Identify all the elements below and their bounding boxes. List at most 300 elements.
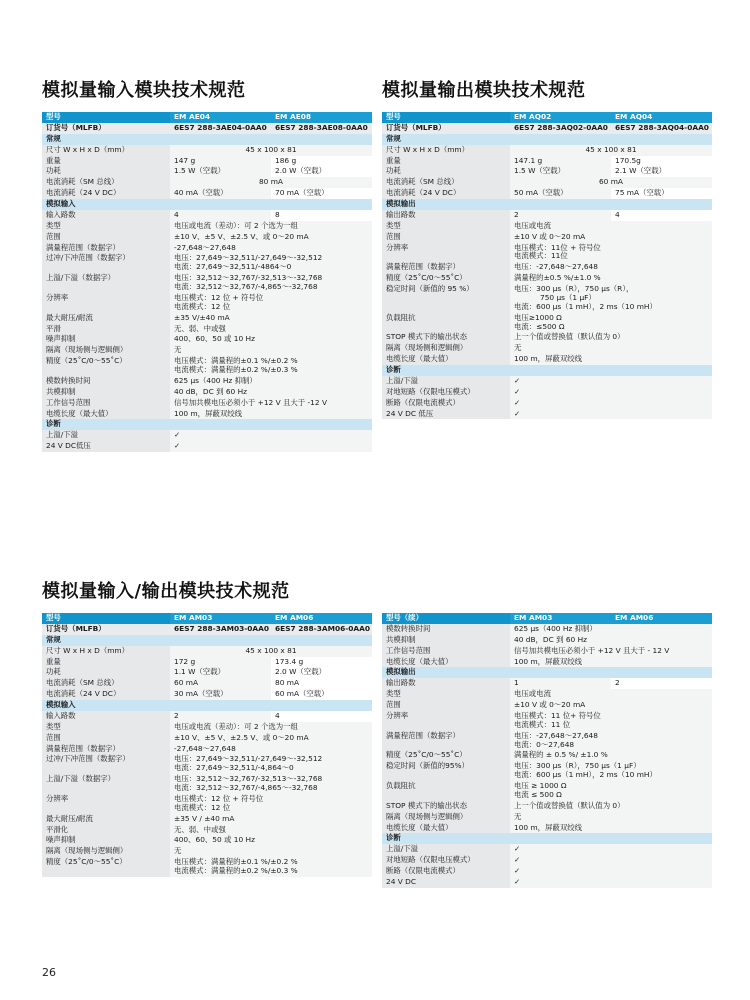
row-value bbox=[170, 774, 372, 794]
table-row bbox=[382, 700, 712, 711]
row-value: ±10 V、±5 V、±2.5 V、或 0～20 mA bbox=[170, 232, 372, 243]
row-value: 30 mA（空载） bbox=[170, 689, 271, 700]
value-line: 电流：0～27,648 bbox=[514, 739, 575, 749]
value-line: 电压模式：11位 + 符号位 bbox=[514, 242, 601, 252]
row-label: 功耗 bbox=[42, 166, 170, 177]
table-header-row bbox=[42, 112, 372, 123]
table-row bbox=[42, 733, 372, 744]
row-label: 输出路数 bbox=[382, 210, 510, 221]
table-row bbox=[382, 243, 712, 263]
row-value: 147 g bbox=[170, 156, 271, 167]
section-title: 诊断 bbox=[382, 833, 712, 844]
row-label: 电缆长度（最大值） bbox=[42, 409, 170, 420]
ao-spec-table bbox=[382, 112, 712, 419]
table-row bbox=[42, 356, 372, 376]
row-label: 精度（25˚C/0～55˚C） bbox=[42, 356, 170, 376]
row-value: 上一个值或替换值（默认值为 0） bbox=[510, 801, 712, 812]
table-header-row bbox=[382, 112, 712, 123]
row-label: 电流消耗（SM 总线） bbox=[42, 678, 170, 689]
table-row bbox=[42, 825, 372, 836]
header-cell: 型号 bbox=[42, 613, 170, 624]
row-value: 40 dB，DC 到 60 Hz bbox=[170, 387, 372, 398]
row-value: 625 μs（400 Hz 抑制） bbox=[170, 376, 372, 387]
row-value bbox=[170, 273, 372, 293]
row-value: 上一个值或替换值（默认值为 0） bbox=[510, 332, 712, 343]
row-label: 范围 bbox=[42, 733, 170, 744]
table-row bbox=[42, 689, 372, 700]
row-label: 隔离（现场侧与逻辑侧） bbox=[42, 345, 170, 356]
value-line: 电流模式：满量程的±0.2 %/±0.3 % bbox=[174, 365, 298, 374]
row-value: -27,648～27,648 bbox=[170, 243, 372, 254]
row-value bbox=[170, 794, 372, 814]
row-label: 电缆长度（最大值） bbox=[382, 657, 510, 668]
row-label: 工作信号范围 bbox=[382, 646, 510, 657]
row-label: 过冲/下冲范围（数据字） bbox=[42, 754, 170, 774]
row-label: 订货号（MLFB） bbox=[42, 123, 170, 134]
row-value: 60 mA（空载） bbox=[271, 689, 372, 700]
table-row bbox=[42, 293, 372, 313]
row-value bbox=[170, 253, 372, 273]
row-label: 分辨率 bbox=[42, 293, 170, 313]
row-value: 100 m，屏蔽双绞线 bbox=[170, 409, 372, 420]
row-label: 范围 bbox=[382, 700, 510, 711]
row-label: 重量 bbox=[382, 156, 510, 167]
table-row bbox=[382, 409, 712, 420]
row-value: 400、60、50 或 10 Hz bbox=[170, 334, 372, 345]
table-row bbox=[42, 387, 372, 398]
heading-ao: 模拟量输出模块技术规范 bbox=[382, 80, 586, 101]
section-row bbox=[42, 134, 372, 145]
row-value: 4 bbox=[611, 210, 712, 221]
row-value: 147.1 g bbox=[510, 156, 611, 167]
ai-spec-table bbox=[42, 112, 372, 452]
row-label: 分辨率 bbox=[382, 711, 510, 731]
row-label: 负载阻抗 bbox=[382, 781, 510, 801]
row-value: 电压：-27,648～27,648 bbox=[510, 262, 712, 273]
value-line: 电流：≤500 Ω bbox=[514, 321, 565, 331]
value-line: 750 μs（1 μF） bbox=[540, 292, 596, 302]
table-row bbox=[382, 781, 712, 801]
value-line: 电流：600 μs（1 mH），2 ms（10 mH） bbox=[514, 301, 657, 311]
row-label: 精度（25˚C/0～55˚C） bbox=[42, 857, 170, 877]
row-value bbox=[510, 711, 712, 731]
table-row bbox=[42, 177, 372, 188]
row-label: 隔离（现场侧与逻辑侧） bbox=[42, 846, 170, 857]
row-label: 范围 bbox=[382, 232, 510, 243]
section-row bbox=[382, 365, 712, 376]
row-label: 尺寸 W x H x D（mm） bbox=[42, 646, 170, 657]
page-number: 26 bbox=[42, 966, 56, 979]
check-icon: ✓ bbox=[510, 376, 712, 387]
table-row bbox=[382, 332, 712, 343]
row-value: 186 g bbox=[271, 156, 372, 167]
value-line: 电压≥1000 Ω bbox=[514, 312, 562, 322]
row-value: 50 mA（空载） bbox=[510, 188, 611, 199]
row-value: -27,648～27,648 bbox=[170, 744, 372, 755]
row-value bbox=[510, 243, 712, 263]
value-line: 电流模式：12 位 bbox=[174, 802, 231, 812]
row-label: 上溢/下溢 bbox=[382, 844, 510, 855]
value-line: 电流：27,649～32,511/-4,864～0 bbox=[174, 763, 294, 773]
row-value: 45 x 100 x 81 bbox=[170, 145, 372, 156]
row-value: 625 μs（400 Hz 抑制） bbox=[510, 624, 712, 635]
aio-spec-table bbox=[42, 613, 372, 877]
table-row bbox=[42, 744, 372, 755]
row-value: 无 bbox=[170, 345, 372, 356]
row-value bbox=[170, 754, 372, 774]
section-title: 模拟输出 bbox=[382, 667, 712, 678]
table-row bbox=[42, 678, 372, 689]
section-title: 常规 bbox=[382, 134, 712, 145]
row-label: 类型 bbox=[382, 221, 510, 232]
table-header-row bbox=[42, 613, 372, 624]
row-label: 平滑化 bbox=[42, 825, 170, 836]
value-line: 电压 ≥ 1000 Ω bbox=[514, 781, 567, 790]
check-icon: ✓ bbox=[510, 877, 712, 888]
table-row bbox=[382, 801, 712, 812]
row-label: 满量程范围（数据字） bbox=[42, 744, 170, 755]
row-label: 满量程范围（数据字） bbox=[382, 731, 510, 751]
value-line: 电流：32,512～32,767/-4,865～-32,768 bbox=[174, 783, 318, 792]
table-row bbox=[42, 324, 372, 335]
row-label: 共模抑制 bbox=[42, 387, 170, 398]
row-value: 40 mA（空载） bbox=[170, 188, 271, 199]
row-label: 满量程范围（数据字） bbox=[42, 243, 170, 254]
table-row bbox=[382, 731, 712, 751]
value-line: 电压模式：满量程的±0.1 %/±0.2 % bbox=[174, 857, 298, 867]
row-label: 重量 bbox=[42, 156, 170, 167]
table-row bbox=[42, 624, 372, 635]
row-label: 尺寸 W x H x D（mm） bbox=[42, 145, 170, 156]
table-row bbox=[382, 284, 712, 313]
table-row bbox=[382, 844, 712, 855]
section-row bbox=[382, 833, 712, 844]
value-line: 电流模式：满量程的±0.2 %/±0.3 % bbox=[174, 866, 298, 875]
row-value bbox=[510, 731, 712, 751]
table-row bbox=[382, 313, 712, 333]
section-row bbox=[382, 134, 712, 145]
table-row bbox=[42, 711, 372, 722]
row-label: 负载阻抗 bbox=[382, 313, 510, 333]
row-value: ±35 V/±40 mA bbox=[170, 313, 372, 324]
table-row bbox=[42, 722, 372, 733]
value-line: 电压：300 μs（R），750 μs（R）， bbox=[514, 284, 634, 293]
row-label: 断路（仅限电流模式） bbox=[382, 398, 510, 409]
row-value: ±10 V 或 0～20 mA bbox=[510, 700, 712, 711]
header-cell: EM AQ02 bbox=[510, 112, 611, 123]
row-label: 功耗 bbox=[382, 166, 510, 177]
table-row bbox=[42, 441, 372, 452]
table-row bbox=[42, 123, 372, 134]
table-row bbox=[382, 711, 712, 731]
row-label: 精度（25˚C/0～55˚C） bbox=[382, 273, 510, 284]
heading-ai: 模拟量输入模块技术规范 bbox=[42, 80, 246, 101]
row-label: 类型 bbox=[42, 221, 170, 232]
row-label: 上溢/下溢（数据字） bbox=[42, 774, 170, 794]
table-row bbox=[382, 188, 712, 199]
check-icon: ✓ bbox=[510, 387, 712, 398]
table-row bbox=[42, 145, 372, 156]
table-row bbox=[382, 646, 712, 657]
aio-spec-table-continued bbox=[382, 613, 712, 888]
header-cell: EM AM06 bbox=[611, 613, 712, 624]
table-row bbox=[42, 657, 372, 668]
row-label: 共模抑制 bbox=[382, 635, 510, 646]
row-label: 隔离（现场侧和逻辑侧） bbox=[382, 343, 510, 354]
row-value: 1.5 W（空载） bbox=[510, 166, 611, 177]
table-row bbox=[382, 210, 712, 221]
row-label: STOP 模式下的输出状态 bbox=[382, 332, 510, 343]
row-value: 2 bbox=[170, 711, 271, 722]
row-label: 模数转换时间 bbox=[42, 376, 170, 387]
row-value: 70 mA（空载） bbox=[271, 188, 372, 199]
table-row bbox=[382, 866, 712, 877]
row-label: 断路（仅限电流模式） bbox=[382, 866, 510, 877]
row-value: 80 mA bbox=[271, 678, 372, 689]
check-icon: ✓ bbox=[170, 430, 372, 441]
table-row bbox=[382, 262, 712, 273]
table-row bbox=[382, 823, 712, 834]
section-title: 模拟输出 bbox=[382, 199, 712, 210]
table-row bbox=[42, 210, 372, 221]
row-label: 输入路数 bbox=[42, 210, 170, 221]
value-line: 电流模式：12 位 bbox=[174, 301, 231, 311]
value-line: 电压：-27,648～27,648 bbox=[514, 730, 598, 740]
row-label: 上溢/下溢 bbox=[382, 376, 510, 387]
section-title: 诊断 bbox=[42, 419, 372, 430]
row-value: 45 x 100 x 81 bbox=[510, 145, 712, 156]
row-value: 6ES7 288-3AE08-0AA0 bbox=[271, 123, 372, 134]
row-value: 电压或电流（差动）：可 2 个选为一组 bbox=[170, 722, 372, 733]
value-line: 电压：300 μs（R），750 μs（1 μF） bbox=[514, 761, 641, 771]
header-cell: EM AQ04 bbox=[611, 112, 712, 123]
value-line: 电压模式：12 位 + 符号位 bbox=[174, 793, 264, 803]
row-label: 24 V DC 低压 bbox=[382, 409, 510, 420]
header-cell: EM AM03 bbox=[510, 613, 611, 624]
row-value: 电压或电流 bbox=[510, 221, 712, 232]
section-row bbox=[382, 199, 712, 210]
value-line: 电压：27,649～32,511/-27,649～-32,512 bbox=[174, 754, 323, 764]
row-label: 工作信号范围 bbox=[42, 398, 170, 409]
table-row bbox=[382, 166, 712, 177]
row-label: 功耗 bbox=[42, 667, 170, 678]
row-label: 对地短路（仅限电压模式） bbox=[382, 387, 510, 398]
table-row bbox=[382, 398, 712, 409]
row-value: 1 bbox=[510, 678, 611, 689]
table-row bbox=[382, 232, 712, 243]
table-row bbox=[42, 409, 372, 420]
header-cell: EM AE08 bbox=[271, 112, 372, 123]
header-cell: EM AM03 bbox=[170, 613, 271, 624]
row-value: 100 m，屏蔽双绞线 bbox=[510, 823, 712, 834]
row-label: 隔离（现场侧与逻辑侧） bbox=[382, 812, 510, 823]
table-row bbox=[382, 387, 712, 398]
row-value: 无、弱、中或强 bbox=[170, 825, 372, 836]
check-icon: ✓ bbox=[510, 844, 712, 855]
check-icon: ✓ bbox=[510, 866, 712, 877]
check-icon: ✓ bbox=[510, 409, 712, 420]
row-value: 2.0 W（空载） bbox=[271, 166, 372, 177]
row-label: 电流消耗（24 V DC） bbox=[42, 689, 170, 700]
table-row bbox=[42, 345, 372, 356]
value-line: 电压：27,649～32,511/-27,649～-32,512 bbox=[174, 253, 323, 263]
row-value bbox=[510, 781, 712, 801]
table-row bbox=[382, 376, 712, 387]
row-value: 172 g bbox=[170, 657, 271, 668]
row-value: 60 mA bbox=[170, 678, 271, 689]
row-value: 1.1 W（空载） bbox=[170, 667, 271, 678]
table-row bbox=[382, 145, 712, 156]
row-value: 45 x 100 x 81 bbox=[170, 646, 372, 657]
table-row bbox=[382, 273, 712, 284]
value-line: 电流模式：11 位 bbox=[514, 719, 571, 729]
row-value bbox=[510, 284, 712, 313]
value-line: 电流：600 μs（1 mH），2 ms（10 mH） bbox=[514, 770, 657, 780]
section-title: 诊断 bbox=[382, 365, 712, 376]
table-row bbox=[42, 221, 372, 232]
table-row bbox=[42, 253, 372, 273]
row-value: 173.4 g bbox=[271, 657, 372, 668]
row-value: 6ES7 288-3AE04-0AA0 bbox=[170, 123, 271, 134]
row-label: 平滑 bbox=[42, 324, 170, 335]
table-row bbox=[382, 678, 712, 689]
row-label: 满量程范围（数据字） bbox=[382, 262, 510, 273]
row-value: 6ES7 288-3AQ04-0AA0 bbox=[611, 123, 712, 134]
section-row bbox=[42, 199, 372, 210]
header-cell: EM AE04 bbox=[170, 112, 271, 123]
header-cell: 型号 bbox=[382, 112, 510, 123]
row-label: 电流消耗（SM 总线） bbox=[42, 177, 170, 188]
row-label: 尺寸 W x H x D（mm） bbox=[382, 145, 510, 156]
row-value: ±35 V / ±40 mA bbox=[170, 814, 372, 825]
row-label: 最大耐压/耐流 bbox=[42, 313, 170, 324]
check-icon: ✓ bbox=[510, 398, 712, 409]
table-row bbox=[42, 232, 372, 243]
row-value bbox=[510, 313, 712, 333]
row-value: 100 m，屏蔽双绞线 bbox=[510, 354, 712, 365]
table-row bbox=[42, 754, 372, 774]
row-label: 类型 bbox=[382, 689, 510, 700]
header-cell: 型号（续） bbox=[382, 613, 510, 624]
section-title: 模拟输入 bbox=[42, 199, 372, 210]
table-row bbox=[382, 624, 712, 635]
table-row bbox=[42, 376, 372, 387]
row-label: 稳定时间（新值的95%） bbox=[382, 761, 510, 781]
section-title: 常规 bbox=[42, 635, 372, 646]
row-value: 信号加共模电压必须小于 +12 V 且大于 - 12 V bbox=[510, 646, 712, 657]
table-row bbox=[42, 835, 372, 846]
row-label: 噪声抑制 bbox=[42, 835, 170, 846]
check-icon: ✓ bbox=[510, 855, 712, 866]
section-row bbox=[42, 635, 372, 646]
row-value: 电压或电流 bbox=[510, 689, 712, 700]
section-row bbox=[42, 419, 372, 430]
row-label: 24 V DC bbox=[382, 877, 510, 888]
row-value: 4 bbox=[271, 711, 372, 722]
row-value bbox=[170, 857, 372, 877]
table-row bbox=[42, 857, 372, 877]
row-label: 24 V DC低压 bbox=[42, 441, 170, 452]
row-value: 2.1 W（空载） bbox=[611, 166, 712, 177]
table-row bbox=[382, 221, 712, 232]
table-row bbox=[42, 430, 372, 441]
row-label: 最大耐压/耐流 bbox=[42, 814, 170, 825]
check-icon: ✓ bbox=[170, 441, 372, 452]
row-label: 输入路数 bbox=[42, 711, 170, 722]
table-row bbox=[382, 177, 712, 188]
row-value: 2 bbox=[510, 210, 611, 221]
row-label: 模数转换时间 bbox=[382, 624, 510, 635]
row-value: 电压或电流（差动）：可 2 个选为一组 bbox=[170, 221, 372, 232]
row-value: 2.0 W（空载） bbox=[271, 667, 372, 678]
table-row bbox=[42, 646, 372, 657]
row-value: 无 bbox=[510, 343, 712, 354]
row-value: 信号加共模电压必须小于 +12 V 且大于 -12 V bbox=[170, 398, 372, 409]
row-label: 上溢/下溢（数据字） bbox=[42, 273, 170, 293]
section-row bbox=[42, 700, 372, 711]
row-value bbox=[170, 293, 372, 313]
table-row bbox=[382, 877, 712, 888]
row-label: 上溢/下溢 bbox=[42, 430, 170, 441]
row-value: 80 mA bbox=[170, 177, 372, 188]
table-row bbox=[42, 156, 372, 167]
row-value: 60 mA bbox=[510, 177, 712, 188]
table-row bbox=[382, 689, 712, 700]
table-row bbox=[42, 814, 372, 825]
row-value: 4 bbox=[170, 210, 271, 221]
row-label: 输出路数 bbox=[382, 678, 510, 689]
table-row bbox=[382, 657, 712, 668]
row-value: 无 bbox=[170, 846, 372, 857]
row-label: 订货号（MLFB） bbox=[42, 624, 170, 635]
row-value: 6ES7 288-3AM06-0AA0 bbox=[271, 624, 372, 635]
row-value bbox=[510, 761, 712, 781]
row-value: 100 m，屏蔽双绞线 bbox=[510, 657, 712, 668]
table-row bbox=[382, 761, 712, 781]
table-row bbox=[382, 354, 712, 365]
value-line: 电压：32,512～32,767/-32,513～-32,768 bbox=[174, 273, 323, 283]
row-label: 电流消耗（24 V DC） bbox=[42, 188, 170, 199]
row-value: 无 bbox=[510, 812, 712, 823]
value-line: 电压模式：12 位 + 符号位 bbox=[174, 292, 264, 302]
table-row bbox=[42, 313, 372, 324]
row-label: 噪声抑制 bbox=[42, 334, 170, 345]
table-row bbox=[42, 273, 372, 293]
table-row bbox=[42, 188, 372, 199]
header-cell: EM AM06 bbox=[271, 613, 372, 624]
row-label: 分辨率 bbox=[382, 243, 510, 263]
table-row bbox=[42, 398, 372, 409]
heading-aio: 模拟量输入/输出模块技术规范 bbox=[42, 581, 290, 602]
row-value: ±10 V 或 0～20 mA bbox=[510, 232, 712, 243]
row-label: 电缆长度（最大值） bbox=[382, 354, 510, 365]
value-line: 电流：32,512～32,767/-4,865～-32,768 bbox=[174, 282, 318, 291]
table-row bbox=[382, 123, 712, 134]
section-title: 常规 bbox=[42, 134, 372, 145]
row-value: 8 bbox=[271, 210, 372, 221]
row-label: 稳定时间（新值的 95 %） bbox=[382, 284, 510, 313]
row-label: 对地短路（仅限电压模式） bbox=[382, 855, 510, 866]
row-label: 电缆长度（最大值） bbox=[382, 823, 510, 834]
row-value: 400、60、50 或 10 Hz bbox=[170, 835, 372, 846]
section-title: 模拟输入 bbox=[42, 700, 372, 711]
value-line: 电压模式：满量程的±0.1 %/±0.2 % bbox=[174, 356, 298, 366]
table-row bbox=[382, 750, 712, 761]
row-value: 6ES7 288-3AM03-0AA0 bbox=[170, 624, 271, 635]
value-line: 电流：27,649～32,511/-4864～0 bbox=[174, 262, 292, 272]
table-row bbox=[42, 166, 372, 177]
table-row bbox=[382, 156, 712, 167]
